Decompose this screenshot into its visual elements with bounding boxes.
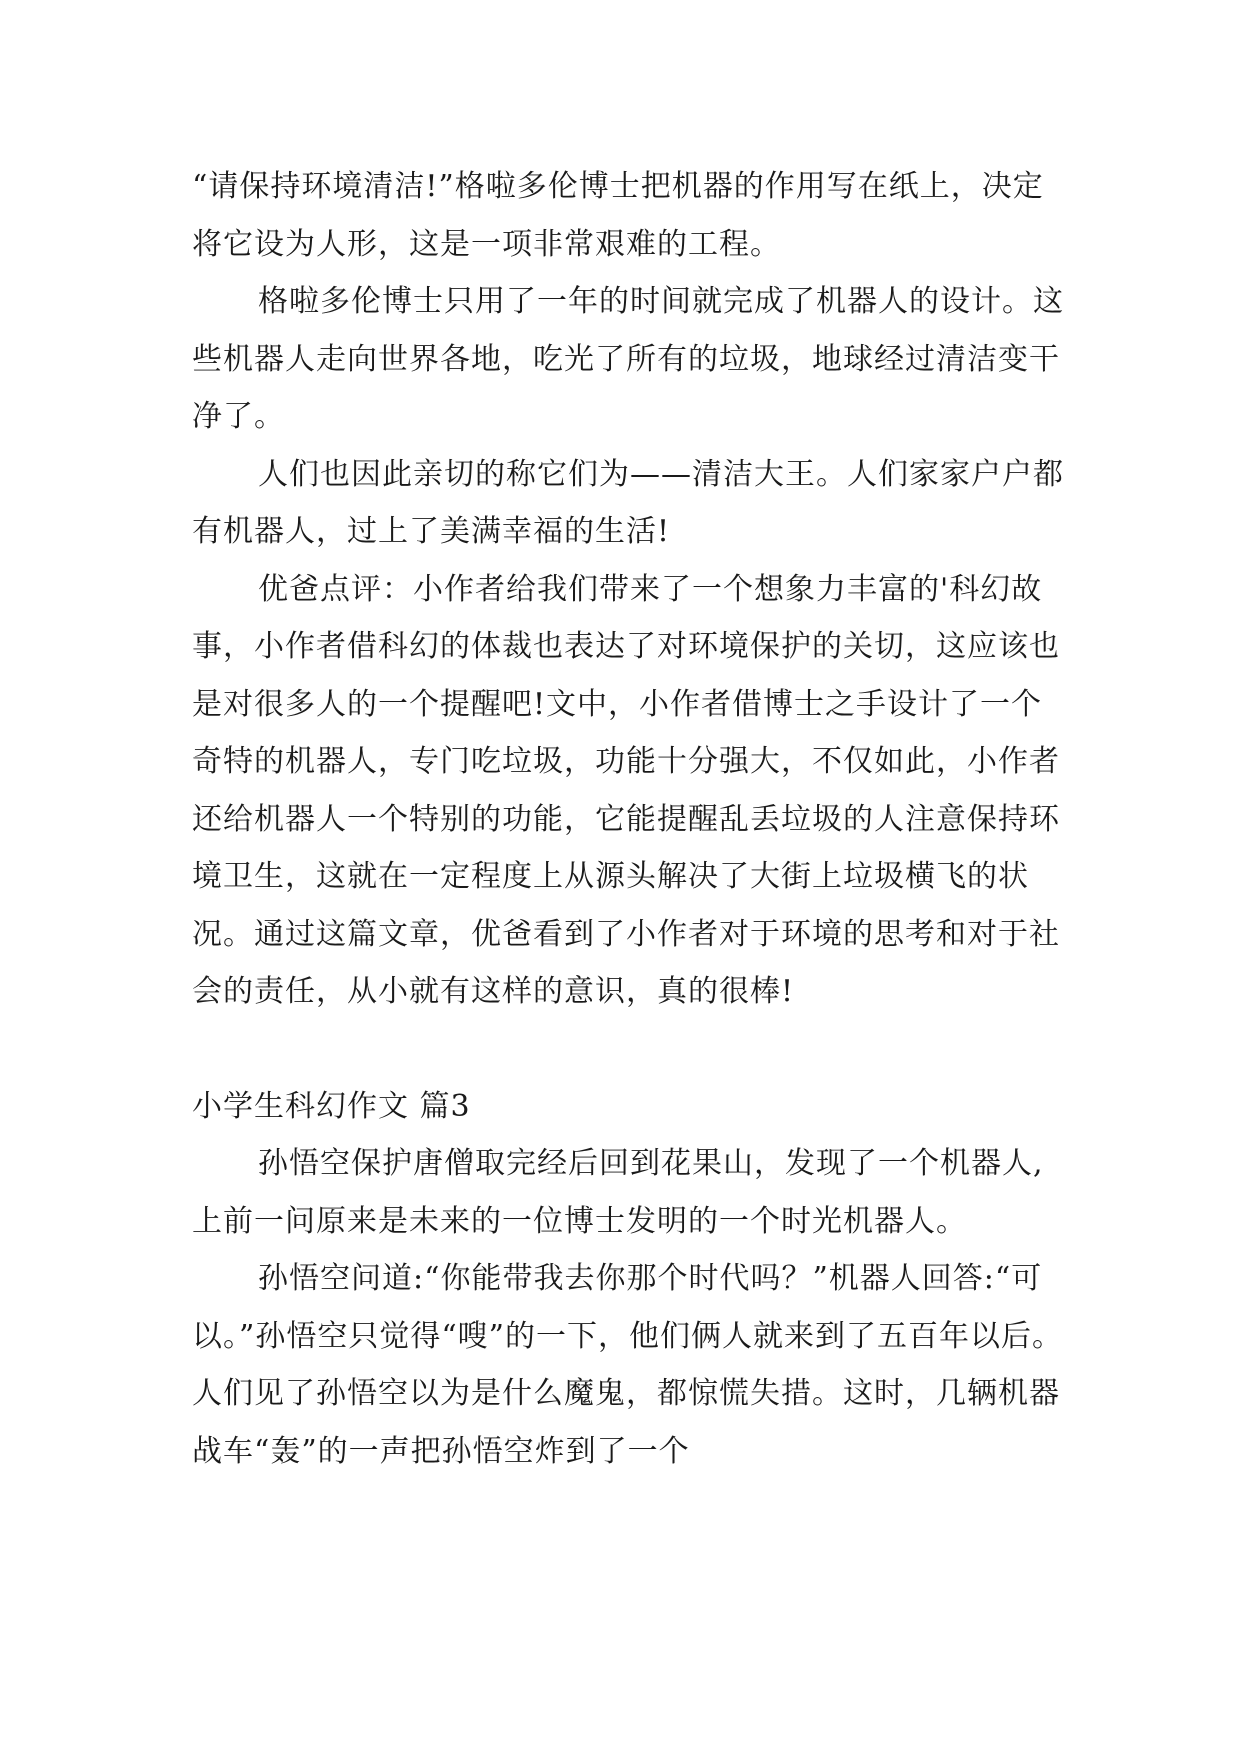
paragraph-3: 人们也因此亲切的称它们为——清洁大王。人们家家户户都有机器人，过上了美满幸福的生活!: [192, 456, 1064, 549]
paragraph-comment: 优爸点评：小作者给我们带来了一个想象力丰富的'科幻故事，小作者借科幻的体裁也表达了对环境保护的关切，这应该也是对很多人的一个提醒吧!文中，小作者借博士之手设计了一个奇特的机器人，专门吃垃圾，功能十分强大，不仅如此，小作者还给机器人一个特别的功能，它能提醒乱丢垃圾的人注意保持环境卫生，这就在一定程度上从源头解决了大街上垃圾横飞的状况。通过这篇文章，优爸看到了小作者对于环境的思考和对于社会的责任，从小就有这样的意识，真的很棒!: [192, 571, 1060, 1009]
document-page: [192, 158, 1072, 1480]
paragraph-2: 格啦多伦博士只用了一年的时间就完成了机器人的设计。这些机器人走向世界各地，吃光了所有的垃圾，地球经过清洁变干净了。: [192, 284, 1064, 434]
section-title: 小学生科幻作文 篇3: [192, 1088, 471, 1124]
paragraph-5: 孙悟空问道:“你能带我去你那个时代吗？”机器人回答:“可以。”孙悟空只觉得“嗖”的一下，他们俩人就来到了五百年以后。人们见了孙悟空以为是什么魔鬼，都惊慌失措。这时，几辆机器战车“轰”的一声把孙悟空炸到了一个: [192, 1261, 1064, 1469]
paragraph-1: “请保持环境清洁!”格啦多伦博士把机器的作用写在纸上，决定将它设为人形，这是一项非常艰难的工程。: [192, 169, 1044, 262]
paragraph-4: 孙悟空保护唐僧取完经后回到花果山，发现了一个机器人,上前一问原来是未来的一位博士发明的一个时光机器人。: [192, 1146, 1044, 1239]
